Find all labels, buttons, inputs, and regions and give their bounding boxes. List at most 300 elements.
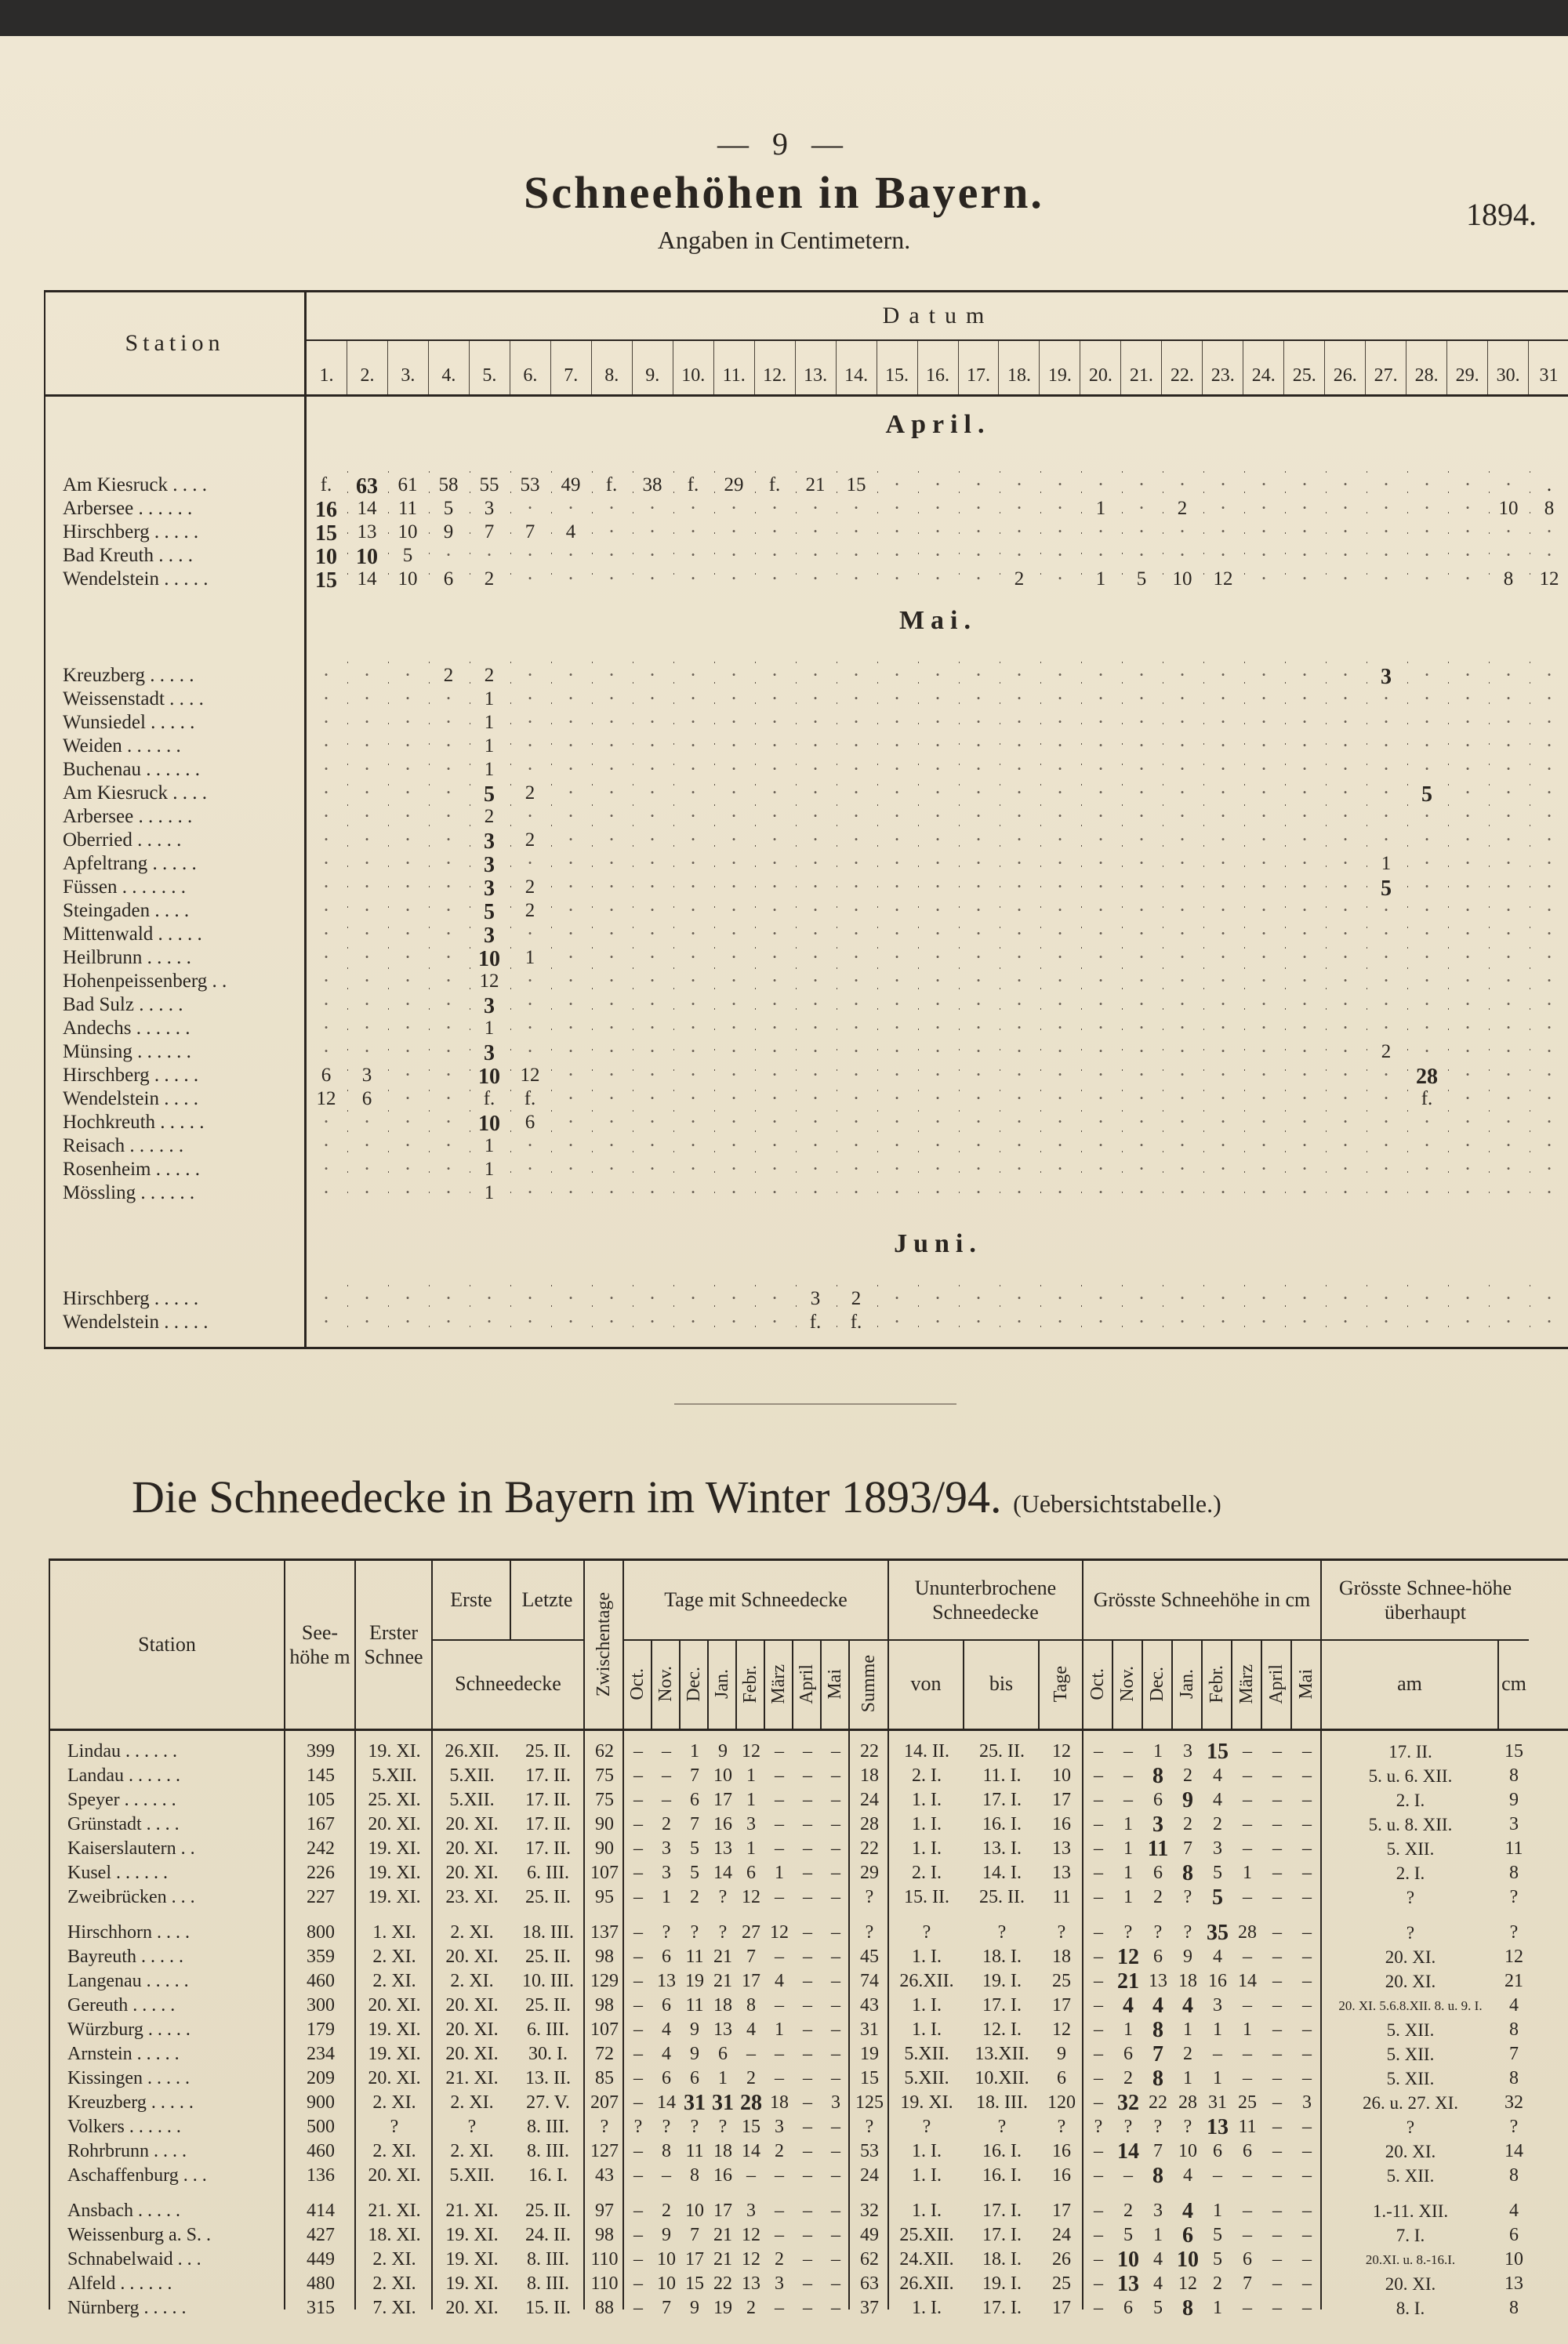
- table-cell: –: [746, 2044, 756, 2064]
- max-month-header: [1083, 1639, 1113, 1729]
- snow-depth-cell: ·: [1423, 474, 1431, 495]
- table-cell: 137: [590, 1922, 619, 1943]
- table-cell: 234: [307, 2044, 335, 2064]
- table-cell: 1. I.: [912, 2019, 942, 2040]
- table-cell: –: [1272, 1814, 1282, 1834]
- snow-depth-cell: ·: [1056, 900, 1064, 921]
- snow-depth-cell: ·: [608, 1088, 615, 1109]
- snow-depth-cell: ·: [1382, 1182, 1390, 1203]
- table-cell: 7: [1243, 2273, 1252, 2294]
- table-row: [50, 2272, 1568, 2296]
- table-cell: 1: [775, 1863, 784, 1883]
- table-cell: 4: [1182, 2198, 1193, 2223]
- table-cell: 1: [1213, 2019, 1222, 2040]
- station-name: Münsing . . . . . .: [63, 1041, 191, 1062]
- table-cell: 19. XI.: [368, 1838, 421, 1859]
- table-cell: ?: [1509, 1922, 1519, 1943]
- table-cell: –: [1272, 1947, 1282, 1967]
- snow-depth-cell: ·: [689, 1065, 697, 1086]
- table-cell: –: [803, 2141, 812, 2161]
- table-cell: 7: [690, 1814, 699, 1834]
- snow-depth-cell: ·: [1341, 876, 1349, 898]
- table-cell: –: [633, 2092, 643, 2113]
- snow-depth-cell: ·: [1301, 1018, 1308, 1039]
- snow-depth-cell: ·: [811, 521, 819, 542]
- day-column-rule: [959, 1285, 960, 1337]
- snow-depth-cell: ·: [975, 1112, 982, 1133]
- table-cell: 125: [855, 2092, 884, 2113]
- snow-depth-cell: ·: [1219, 1135, 1227, 1156]
- snow-depth-cell: ·: [567, 712, 575, 733]
- table-cell: 14: [1117, 2139, 1139, 2164]
- snow-depth-cell: ·: [608, 853, 615, 874]
- column-rule: [284, 1729, 285, 2310]
- snow-depth-cell: ·: [1097, 876, 1105, 898]
- table-cell: 7. I.: [1396, 2225, 1425, 2245]
- snow-depth-cell: ·: [934, 1182, 942, 1203]
- table-row: [50, 1861, 1568, 1885]
- snow-depth-cell: ·: [1504, 1065, 1512, 1086]
- table-cell: –: [1094, 2225, 1103, 2245]
- month-header: [652, 1639, 681, 1729]
- table-cell: 13: [1117, 2271, 1139, 2296]
- table-cell: 129: [590, 1971, 619, 1991]
- snow-depth-cell: 9: [443, 521, 454, 542]
- snow-depth-cell: ·: [526, 735, 534, 757]
- table-cell: 14. II.: [904, 1741, 949, 1762]
- table-cell: 2: [775, 2141, 784, 2161]
- snow-depth-cell: ·: [567, 1041, 575, 1062]
- snow-depth-cell: ·: [689, 1288, 697, 1309]
- snow-depth-cell: ·: [730, 1088, 738, 1109]
- snow-depth-cell: ·: [404, 1065, 412, 1086]
- table-row: [45, 994, 1568, 1018]
- table-cell: –: [831, 2273, 840, 2294]
- table-cell: 2: [1123, 2068, 1133, 2088]
- max-month-header-text: Dec.: [1146, 1666, 1167, 1702]
- max-month-header: [1143, 1639, 1173, 1729]
- table-cell: –: [633, 1947, 643, 1967]
- snow-depth-cell: ·: [1301, 688, 1308, 709]
- day-header: 2.: [347, 341, 388, 394]
- snow-depth-cell: ·: [1382, 806, 1390, 827]
- snow-depth-cell: ·: [689, 876, 697, 898]
- snow-depth-cell: ·: [1382, 1065, 1390, 1086]
- day-column-rule: [918, 471, 919, 593]
- snow-depth-cell: ·: [771, 665, 779, 686]
- table-cell: 179: [307, 2019, 335, 2040]
- table-cell: 6: [1153, 1863, 1163, 1883]
- day-column-rule: [1326, 1285, 1327, 1337]
- month-header-text: Jan.: [711, 1669, 732, 1699]
- table-cell: 32: [1504, 2092, 1523, 2113]
- table-cell: –: [1272, 2141, 1282, 2161]
- snow-depth-cell: ·: [1056, 947, 1064, 968]
- table-cell: 18: [770, 2092, 789, 2113]
- table-cell: 26.XII.: [445, 1741, 499, 1762]
- snow-depth-cell: ·: [526, 665, 534, 686]
- day-header: 4.: [429, 341, 470, 394]
- table-cell: –: [803, 1838, 812, 1859]
- table-cell: 5. XII.: [1386, 2068, 1435, 2088]
- table-cell: –: [1272, 2225, 1282, 2245]
- snow-depth-cell: ·: [1341, 1182, 1349, 1203]
- snow-depth-cell: ·: [1504, 923, 1512, 945]
- snow-depth-cell: ·: [1464, 665, 1472, 686]
- snow-depth-cell: ·: [975, 806, 982, 827]
- table-cell: –: [1094, 2165, 1103, 2186]
- snow-depth-cell: ·: [1097, 1065, 1105, 1086]
- snow-depth-cell: ·: [1423, 971, 1431, 992]
- snow-depth-cell: ·: [1178, 545, 1186, 566]
- table-cell: 98: [595, 1947, 614, 1967]
- table-cell: 9: [1183, 1947, 1192, 1967]
- table-cell: 6: [1243, 2141, 1252, 2161]
- table-cell: 21: [1504, 1971, 1523, 1991]
- snow-depth-cell: ·: [1260, 712, 1268, 733]
- snow-depth-cell: ·: [1097, 1312, 1105, 1333]
- table-cell: 10: [1052, 1765, 1071, 1786]
- snow-depth-cell: ·: [1464, 947, 1472, 968]
- station-name: Reisach . . . . . .: [63, 1135, 184, 1156]
- snow-depth-cell: 49: [561, 474, 581, 495]
- snow-depth-cell: ·: [526, 712, 534, 733]
- station-name: Wunsiedel . . . . .: [63, 712, 195, 733]
- table-cell: 30. I.: [528, 2044, 568, 2064]
- table-cell: 414: [307, 2201, 335, 2221]
- table-cell: 20. XI.: [445, 1838, 499, 1859]
- table-cell: –: [1302, 1838, 1312, 1859]
- snow-depth-cell: ·: [934, 829, 942, 851]
- snow-depth-cell: ·: [975, 947, 982, 968]
- table-cell: 7: [662, 2298, 671, 2318]
- snow-depth-cell: ·: [363, 806, 371, 827]
- snow-depth-cell: ·: [1301, 545, 1308, 566]
- table-cell: 43: [595, 2165, 614, 2186]
- snow-depth-cell: ·: [1423, 829, 1431, 851]
- snow-depth-cell: ·: [1382, 1135, 1390, 1156]
- last-cover-header-text: Letzte: [521, 1588, 573, 1612]
- snow-depth-cell: ·: [771, 1018, 779, 1039]
- snow-depth-cell: ·: [1138, 994, 1145, 1015]
- table-cell: –: [831, 2068, 840, 2088]
- table-cell: 75: [595, 1790, 614, 1810]
- snow-depth-cell: 2: [484, 806, 495, 827]
- table-row: [45, 782, 1568, 806]
- snow-depth-cell: ·: [445, 1041, 452, 1062]
- table-cell: 4: [1213, 1947, 1222, 1967]
- table-cell: –: [1272, 1838, 1282, 1859]
- table-cell: 3: [746, 2201, 756, 2221]
- snow-depth-cell: ·: [771, 688, 779, 709]
- table-cell: 3: [662, 1838, 671, 1859]
- snow-depth-cell: ·: [1260, 665, 1268, 686]
- table-cell: 10: [657, 2249, 676, 2270]
- table-cell: –: [1272, 2019, 1282, 2040]
- snow-depth-cell: ·: [689, 1018, 697, 1039]
- snow-depth-cell: ·: [1464, 474, 1472, 495]
- snow-depth-cell: ·: [1056, 923, 1064, 945]
- snow-depth-cell: ·: [1178, 876, 1186, 898]
- snow-depth-cell: f.: [687, 474, 699, 495]
- table-cell: –: [1094, 2201, 1103, 2221]
- table-cell: 1: [1153, 2225, 1163, 2245]
- snow-depth-cell: ·: [648, 947, 656, 968]
- table-cell: ?: [1183, 2117, 1192, 2137]
- table-cell: 19. I.: [982, 2273, 1022, 2294]
- snow-depth-cell: ·: [1545, 782, 1553, 804]
- snow-depth-cell: ·: [975, 1182, 982, 1203]
- table-cell: –: [1302, 2019, 1312, 2040]
- snow-depth-cell: ·: [1301, 971, 1308, 992]
- snow-depth-cell: ·: [445, 947, 452, 968]
- snow-depth-cell: ·: [445, 806, 452, 827]
- table-cell: 19: [713, 2298, 732, 2318]
- snow-depth-cell: ·: [1260, 947, 1268, 968]
- day-header: 18.: [999, 341, 1040, 394]
- snow-depth-cell: ·: [1260, 545, 1268, 566]
- snow-depth-cell: ·: [1138, 1135, 1145, 1156]
- table-cell: 2. XI.: [372, 2249, 416, 2270]
- station-name: Würzburg . . . . .: [67, 2019, 191, 2040]
- table-cell: 12: [1117, 1944, 1139, 1969]
- table-cell: 107: [590, 2019, 619, 2040]
- snow-depth-cell: ·: [1260, 735, 1268, 757]
- table-cell: ?: [1509, 2117, 1519, 2137]
- snow-depth-cell: ·: [689, 923, 697, 945]
- snow-depth-cell: ·: [1464, 1288, 1472, 1309]
- snow-depth-cell: ·: [1545, 806, 1553, 827]
- table-row: [45, 521, 1568, 545]
- snow-depth-cell: 6: [443, 568, 454, 590]
- table-cell: 49: [860, 2225, 879, 2245]
- snow-depth-cell: ·: [567, 1288, 575, 1309]
- table-cell: –: [1272, 1922, 1282, 1943]
- snow-depth-cell: ·: [1301, 1182, 1308, 1203]
- table-cell: 90: [595, 1814, 614, 1834]
- table-cell: 8: [1152, 1763, 1163, 1788]
- table-cell: –: [1243, 2298, 1252, 2318]
- snow-depth-cell: ·: [1219, 1112, 1227, 1133]
- snow-depth-cell: ·: [934, 545, 942, 566]
- snow-depth-cell: ·: [485, 1312, 493, 1333]
- table-cell: 85: [595, 2068, 614, 2088]
- table-cell: –: [1243, 1814, 1252, 1834]
- snow-depth-cell: ·: [1545, 1065, 1553, 1086]
- station-name: Hirschberg . . . . .: [63, 521, 199, 542]
- station-name: Schnabelwaid . . .: [67, 2249, 201, 2270]
- snow-depth-cell: ·: [975, 568, 982, 590]
- table-cell: –: [1094, 2141, 1103, 2161]
- table-cell: 21. XI.: [445, 2201, 499, 2221]
- table-cell: 13: [1052, 1838, 1071, 1859]
- snow-depth-cell: ·: [1504, 688, 1512, 709]
- station-name: Kreuzberg . . . . .: [63, 665, 194, 686]
- table-cell: 2. XI.: [450, 2092, 494, 2113]
- snow-depth-cell: 2: [1381, 1041, 1392, 1062]
- snow-depth-cell: ·: [1341, 521, 1349, 542]
- table-cell: 2: [1183, 2044, 1192, 2064]
- table-row: [50, 2066, 1568, 2091]
- snow-depth-cell: ·: [1260, 759, 1268, 780]
- snow-depth-cell: ·: [445, 1312, 452, 1333]
- snow-depth-cell: ·: [567, 853, 575, 874]
- snow-depth-cell: ·: [1260, 900, 1268, 921]
- snow-depth-cell: ·: [975, 1159, 982, 1180]
- snow-depth-cell: ·: [1545, 994, 1553, 1015]
- day-header: 24.: [1243, 341, 1284, 394]
- snow-depth-cell: ·: [975, 474, 982, 495]
- table-cell: 22: [860, 1741, 879, 1762]
- snow-depth-cell: ·: [322, 782, 330, 804]
- snow-depth-cell: ·: [648, 712, 656, 733]
- snow-depth-cell: 2: [1177, 498, 1188, 519]
- table-cell: 145: [307, 1765, 335, 1786]
- day-column-rule: [1407, 1285, 1408, 1337]
- snow-depth-cell: ·: [1056, 665, 1064, 686]
- days-header: [1040, 1639, 1083, 1729]
- snow-depth-cell: ·: [1301, 994, 1308, 1015]
- snow-depth-cell: ·: [1341, 1041, 1349, 1062]
- day-column-rule: [796, 662, 797, 1207]
- snow-depth-cell: ·: [893, 947, 901, 968]
- snow-depth-cell: 3: [484, 829, 495, 854]
- snow-depth-cell: ·: [1301, 1288, 1308, 1309]
- snow-depth-cell: ·: [934, 735, 942, 757]
- snow-depth-cell: ·: [893, 1182, 901, 1203]
- table-cell: ?: [1406, 2117, 1415, 2137]
- snow-depth-cell: ·: [893, 1018, 901, 1039]
- snow-depth-cell: 5: [484, 900, 495, 924]
- station-name: Nürnberg . . . . .: [67, 2298, 187, 2318]
- snow-depth-cell: ·: [934, 782, 942, 804]
- snow-depth-cell: ·: [934, 923, 942, 945]
- table-cell: 3: [831, 2092, 840, 2113]
- day-header: 9.: [633, 341, 673, 394]
- table-cell: 1: [1123, 1838, 1133, 1859]
- snow-depth-cell: ·: [1545, 829, 1553, 851]
- snow-depth-cell: ·: [322, 735, 330, 757]
- snow-depth-cell: ·: [1504, 876, 1512, 898]
- table-row: [50, 1837, 1568, 1861]
- table-cell: 9: [1509, 1790, 1519, 1810]
- snow-depth-cell: ·: [1097, 521, 1105, 542]
- table-row: [45, 498, 1568, 521]
- snow-depth-cell: ·: [1219, 994, 1227, 1015]
- table-row: [45, 545, 1568, 568]
- table-cell: 1. XI.: [372, 1922, 416, 1943]
- snow-depth-cell: ·: [1341, 474, 1349, 495]
- table-cell: 10: [657, 2273, 676, 2294]
- day-column-rule: [877, 1285, 878, 1337]
- table-cell: –: [1094, 1741, 1103, 1762]
- snow-depth-cell: 15: [315, 521, 337, 546]
- snow-depth-cell: ·: [608, 923, 615, 945]
- table-cell: 17. I.: [982, 2201, 1022, 2221]
- snow-depth-cell: ·: [1097, 947, 1105, 968]
- snow-depth-cell: ·: [1504, 900, 1512, 921]
- table-cell: 8: [1152, 2163, 1163, 2188]
- table-cell: 5. XII.: [1386, 1838, 1435, 1859]
- snow-depth-cell: ·: [934, 971, 942, 992]
- snow-depth-cell: ·: [445, 900, 452, 921]
- snow-depth-cell: 29: [724, 474, 744, 495]
- snow-depth-cell: ·: [689, 1088, 697, 1109]
- overall-max-header-text: Grösste Schnee-höhe überhaupt: [1338, 1576, 1512, 1624]
- station-name: Am Kiesruck . . . .: [63, 474, 207, 495]
- table-cell: 6: [1153, 1790, 1163, 1810]
- table-cell: 25. II.: [525, 1995, 571, 2016]
- snow-depth-cell: ·: [1138, 735, 1145, 757]
- snow-depth-cell: 3: [810, 1288, 821, 1309]
- table-cell: 32: [860, 2201, 879, 2221]
- snow-depth-cell: ·: [730, 498, 738, 519]
- snow-depth-cell: ·: [1056, 712, 1064, 733]
- snow-depth-cell: ·: [1056, 994, 1064, 1015]
- table-cell: 4: [1213, 1790, 1222, 1810]
- snow-depth-cell: ·: [893, 568, 901, 590]
- station-name: Kreuzberg . . . . .: [67, 2092, 194, 2113]
- snow-depth-cell: ·: [811, 829, 819, 851]
- snow-depth-cell: ·: [1015, 759, 1023, 780]
- table-cell: 19. XI.: [445, 2225, 499, 2245]
- table-cell: –: [1272, 1790, 1282, 1810]
- snow-depth-cell: 1: [1095, 498, 1106, 519]
- snow-depth-cell: ·: [1219, 1288, 1227, 1309]
- snow-depth-cell: ·: [1545, 853, 1553, 874]
- table-cell: 3: [1152, 1812, 1163, 1837]
- table-cell: 17: [713, 2201, 732, 2221]
- table-cell: –: [1302, 1947, 1312, 1967]
- day-column-rule: [1407, 471, 1408, 593]
- snow-depth-cell: ·: [1178, 900, 1186, 921]
- station-name: Aschaffenburg . . .: [67, 2165, 207, 2186]
- table-cell: 31: [684, 2090, 706, 2115]
- day-column-rule: [1244, 1285, 1245, 1337]
- day-column-rule: [1489, 662, 1490, 1207]
- table-cell: 19. XI.: [368, 1741, 421, 1762]
- snow-depth-cell: ·: [730, 521, 738, 542]
- snow-depth-cell: ·: [1138, 1018, 1145, 1039]
- snow-depth-cell: ·: [1464, 712, 1472, 733]
- day-column-rule: [510, 662, 511, 1207]
- snow-depth-cell: ·: [1464, 900, 1472, 921]
- snow-depth-cell: ·: [893, 1041, 901, 1062]
- snow-depth-cell: ·: [1260, 1018, 1268, 1039]
- table-cell: ?: [1509, 1887, 1519, 1907]
- snow-depth-cell: ·: [893, 994, 901, 1015]
- snow-depth-cell: ·: [1015, 994, 1023, 1015]
- snow-depth-cell: ·: [1056, 498, 1064, 519]
- table-cell: 25: [1052, 1971, 1071, 1991]
- table-cell: 1. I.: [912, 1995, 942, 2016]
- snow-depth-cell: ·: [1015, 1065, 1023, 1086]
- table-cell: 17: [685, 2249, 704, 2270]
- snow-depth-cell: ·: [771, 735, 779, 757]
- snow-depth-cell: ·: [975, 876, 982, 898]
- snow-depth-cell: ·: [363, 829, 371, 851]
- table-cell: –: [831, 1741, 840, 1762]
- snow-depth-cell: ·: [1382, 994, 1390, 1015]
- snow-depth-cell: ·: [730, 806, 738, 827]
- snow-depth-cell: ·: [1423, 712, 1431, 733]
- table-cell: ?: [1057, 2117, 1066, 2137]
- snow-depth-cell: ·: [730, 568, 738, 590]
- snow-depth-cell: ·: [567, 1182, 575, 1203]
- table-cell: 27. V.: [526, 2092, 570, 2113]
- table-cell: –: [775, 1995, 784, 2016]
- table-cell: –: [1302, 2117, 1312, 2137]
